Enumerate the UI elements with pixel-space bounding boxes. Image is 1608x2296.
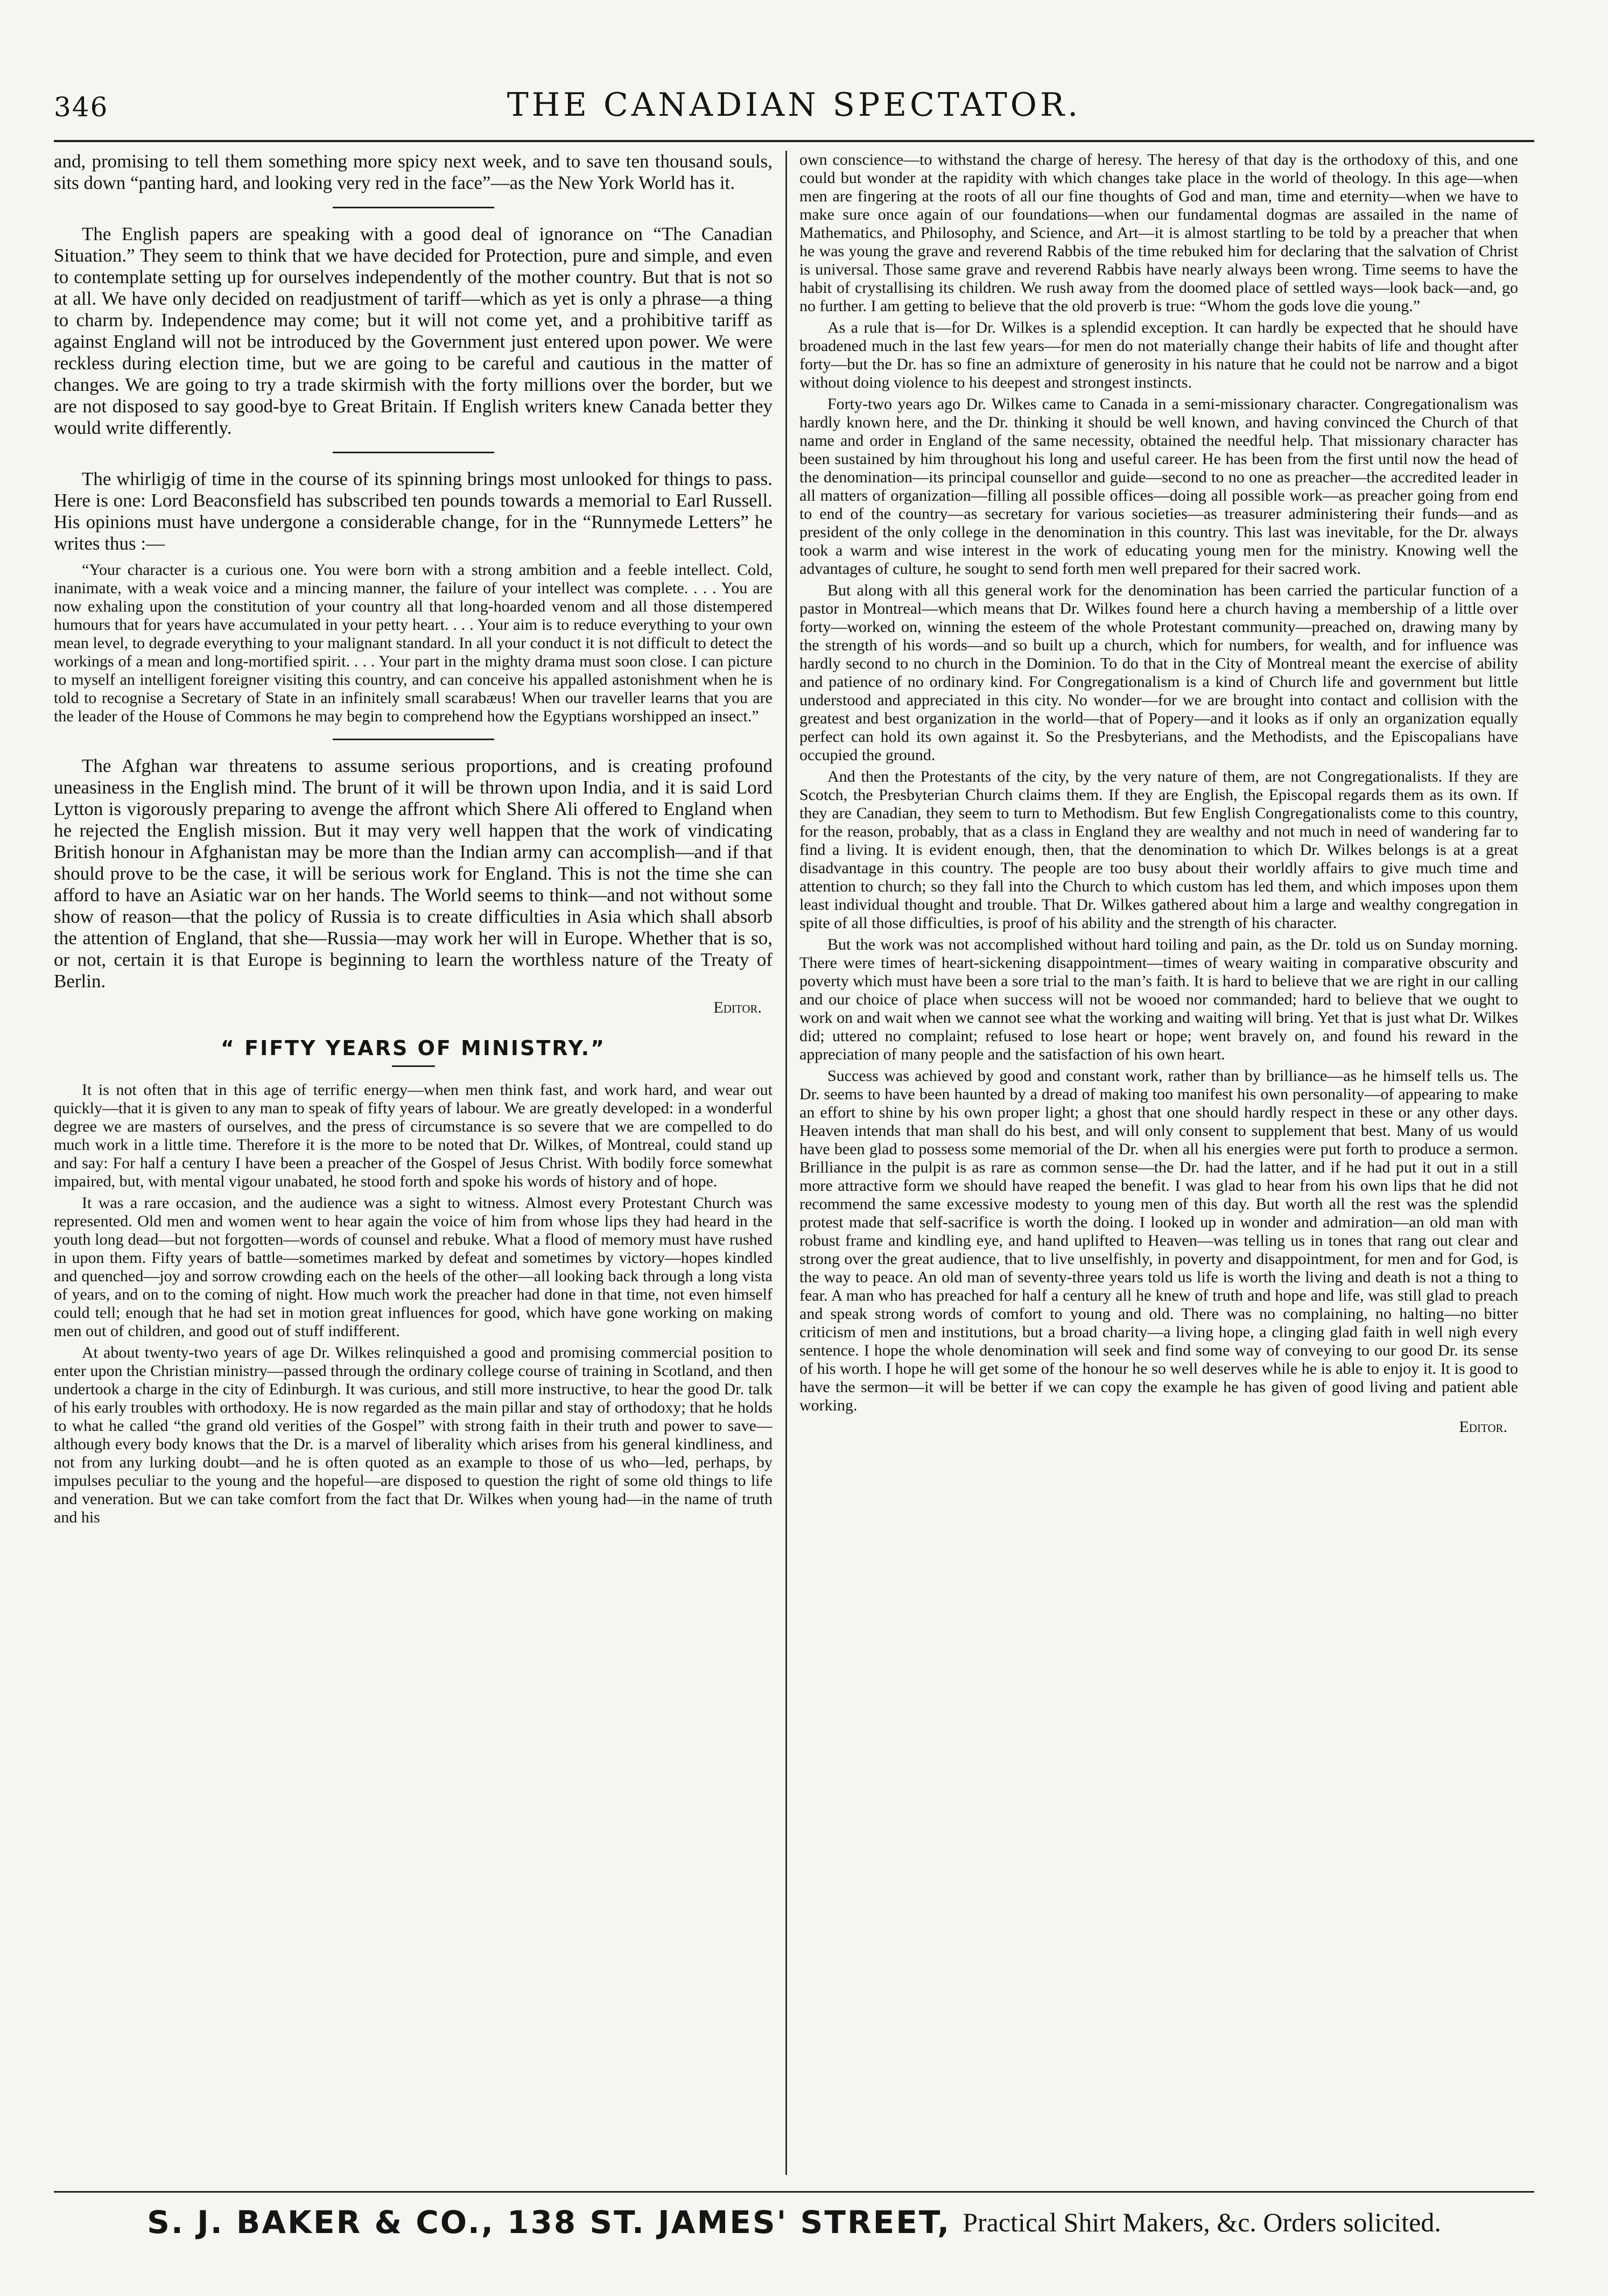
ministry-paragraph: As a rule that is—for Dr. Wilkes is a splendid exception. It can hardly be expected that he should have broadened much in the last few years—for men do not materially change their habits of life and thought after forty—but the Dr. has so fine an admixture of generosity in his nature that he could not be narrow and a bigot without doing violence to his deepest and strongest instincts. — [799, 319, 1518, 391]
editor-signature: Editor. — [1459, 1418, 1507, 1436]
title-rule — [392, 1065, 435, 1067]
ministry-paragraph: It was a rare occasion, and the audience was a sight to witness. Almost every Protestant Church was represented. Old men and women went to hear again the voice of him from whose lips they had heard in the youth long dead—but not forgotten—words of counsel and rebuke. What a flood of memory must have rushed in upon them. Fifty years of battle—sometimes marked by defeat and sometimes by victory—hopes kindled and quenched—joy and sorrow crowding each on the heels of the other—all looking back through a long vista of years, and on to the coming of night. How much work the preacher had done in that time, not even himself could tell; enough that he had set in motion great influences for good, which have gone working on making men out of children, and good out of stuff indifferent. — [54, 1194, 773, 1340]
right-column — [799, 151, 1518, 2175]
advertiser-name: S. J. BAKER & CO., 138 ST. JAMES' STREET, — [147, 2204, 951, 2241]
left-intro-paragraph: and, promising to tell them something more spicy next week, and to save ten thousand souls, sits down “panting hard, and looking very red in the face”—as the New York World has it. — [54, 151, 773, 193]
page-number: 346 — [54, 92, 109, 123]
column-divider — [785, 151, 787, 2175]
right-intro-paragraph: own conscience—to withstand the charge of heresy. The heresy of that day is the orthodoxy of this, and one could but wonder at the rapidity with which changes take place in the world of theology. In this age—when men are fingering at the roots of all our fine thoughts of God and man, time and eternity—when we have to make sure once again of our foundations—when our fundamental dogmas are assailed in the name of Mathematics, and Philosophy, and Science, and Art—it is almost startling to be told by a preacher that when he was young the grave and reverend Rabbis of the time rebuked him for declaring that the salvation of Christ is universal. Those same grave and reverend Rabbis have nearly always been wrong. Time seems to have the habit of crystallising its children. We rush away from the doomed place of settled ways—look back—and, go no further. I am getting to believe that the old proverb is true: “Whom the gods love die young.” — [799, 151, 1518, 315]
editor-signature: Editor. — [713, 999, 762, 1016]
runnymede-quote: “Your character is a curious one. You were born with a strong ambition and a feeble intellect. Cold, inanimate, with a weak voice and a mincing manner, the failure of your intellect was complete. . . . You are now exhaling upon the constitution of your country all that long-hoarded venom and all those distempered humours that for years have accumulated in your petty heart. . . . Your aim is to reduce everything to your own mean level, to degrade everything to your malignant standard. In all your conduct it is not difficult to detect the workings of a mean and long-mortified spirit. . . . Your part in the mighty drama must soon close. I can picture to myself an intelligent foreigner visiting this country, and can conceive his appalled astonishment when he is told to recognise a Secretary of State in an infinitely small scarabæus! When our traveller learns that you are the leader of the House of Commons he may begin to comprehend how the Egyptians worshipped an insect.” — [54, 561, 773, 725]
newspaper-page — [54, 81, 1534, 2261]
advertisement-footer — [54, 2191, 1534, 2252]
ministry-paragraph: At about twenty-two years of age Dr. Wilkes relinquished a good and promising commercial position to enter upon the Christian ministry—passed through the ordinary college course of training in Scotland, and then undertook a charge in the city of Edinburgh. It was curious, and still more instructive, to hear the good Dr. talk of his early troubles with orthodoxy. He is now regarded as the main pillar and stay of orthodoxy; that he holds to what he called “the grand old verities of the Gospel” with strong faith in their truth and power to save—although every body knows that the Dr. is a marvel of liberality which arises from his general kindliness, and not from any lurking doubt—and he is often quoted as an example to those of us who—led, perhaps, by impulses peculiar to the young and the hopeful—are disposed to question the right of some old things to life and veneration. But we can take comfort from the fact that Dr. Wilkes when young had—in the name of truth and his — [54, 1344, 773, 1526]
ministry-paragraph: But along with all this general work for the denomination has been carried the particular function of a pastor in Montreal—which means that Dr. Wilkes found here a church having a membership of a little over forty—worked on, winning the esteem of the whole Protestant community—preached on, drawing many by the strength of his words—and so built up a church, which for numbers, for wealth, and for influence was hardly second to no church in the Dominion. To do that in the City of Montreal meant the exercise of ability and patience of no ordinary kind. For Congregationalism is a kind of Church life and government but little understood and appreciated in this city. No wonder—for we are brought into contact and collision with the greatest and best organization in the world—that of Popery—and it looks as if only an organization equally perfect can hold its own against it. So the Presbyterians, and the Methodists, and the Episcopalians have occupied the ground. — [799, 581, 1518, 764]
ministry-paragraph: Forty-two years ago Dr. Wilkes came to Canada in a semi-missionary character. Congregationalism was hardly known here, and the Dr. thinking it should be well known, and having convinced the Church of that name and order in England of the same necessity, obtained the needful help. That missionary character has been sustained by him throughout his long and useful career. He has been from the first until now the head of the denomination—its principal counsellor and guide—second to no one as preacher—the accredited leader in all matters of organization—filling all possible offices—doing all possible work—as preacher going from end to end of the country—as secretary for various societies—as treasurer administering their funds—and as president of the only college in the denomination in this country. This last was inevitable, for the Dr. always took a warm and wise interest in the work of educating young men for the ministry. Knowing well the advantages of culture, he sought to send forth men well prepared for their sacred work. — [799, 395, 1518, 578]
advertiser-tagline: Practical Shirt Makers, &c. Orders solicited. — [963, 2207, 1441, 2237]
section-divider — [333, 452, 494, 453]
ministry-paragraph: But the work was not accomplished without hard toiling and pain, as the Dr. told us on Sunday morning. There were times of heart-sickening disappointment—times of weary waiting in comparative obscurity and poverty which must have been a sore trial to the man’s faith. It is hard to believe that we are right in our calling and our choice of place when success will not be wooed nor commanded; hard to believe that we ought to work on and wait when we cannot see what the working and waiting will bring. Yet that is just what Dr. Wilkes did; uttered no complaint; refused to lose heart or hope; went bravely on, and found his reward in the appreciation of many people and the satisfaction of his own heart. — [799, 936, 1518, 1063]
left-column — [54, 151, 773, 2175]
section-divider — [333, 739, 494, 740]
page-header — [54, 81, 1534, 142]
ministry-paragraph: It is not often that in this age of terrific energy—when men think fast, and work hard, and wear out quickly—that it is given to any man to speak of fifty years of labour. We are greatly developed: in a wonderful degree we are masters of ourselves, and the press of circumstance is so severe that we are compelled to do much work in a little time. Therefore it is the more to be noted that Dr. Wilkes, of Montreal, could stand up and say: For half a century I have been a preacher of the Gospel of Jesus Christ. With bodily force somewhat impaired, but, with mental vigour unabated, he stood forth and spoke his words of history and of hope. — [54, 1081, 773, 1190]
afghan-war-paragraph: The Afghan war threatens to assume serious proportions, and is creating profound uneasiness in the English mind. The brunt of it will be thrown upon India, and it is said Lord Lytton is vigorously preparing to avenge the affront which Shere Ali offered to England when he rejected the English mission. But it may very well happen that the work of vindicating British honour in Afghanistan may be more than the Indian army can accomplish—and if that should prove to be the case, it will be serious work for England. This is not the time she can afford to have an Asiatic war on her hands. The World seems to think—and not without some show of reason—that the policy of Russia is to create difficulties in Asia which shall absorb the attention of England, that she—Russia—may work her will in Europe. Whether that is so, or not, certain it is that Europe is beginning to learn the worthless nature of the Treaty of Berlin. — [54, 755, 773, 992]
section-title: “ FIFTY YEARS OF MINISTRY.” — [220, 1036, 606, 1060]
whirligig-paragraph: The whirligig of time in the course of its spinning brings most unlooked for things to pass. Here is one: Lord Beaconsfield has subscribed ten pounds towards a memorial to Earl Russell. His opinions must have undergone a considerable change, for in the “Runnymede Letters” he writes thus :— — [54, 468, 773, 554]
article-columns — [54, 151, 1534, 2175]
masthead-title: THE CANADIAN SPECTATOR. — [507, 86, 1082, 124]
section-divider — [333, 207, 494, 208]
canadian-situation-paragraph: The English papers are speaking with a good deal of ignorance on “The Canadian Situation.” They seem to think that we have decided for Protection, pure and simple, and even to contemplate setting up for ourselves independently of the mother country. But that is not so at all. We have only decided on readjustment of tariff—which as yet is only a phrase—a thing to charm by. Independence may come; but it will not come yet, and a prohibitive tariff as against England will not be introduced by the Government just entered upon power. We were reckless during election time, but we are going to be careful and cautious in the matter of changes. We are going to try a trade skirmish with the forty millions over the border, but we are not disposed to say good-bye to Great Britain. If English writers knew Canada better they would write differently. — [54, 223, 773, 438]
ministry-paragraph: Success was achieved by good and constant work, rather than by brilliance—as he himself tells us. The Dr. seems to have been haunted by a dread of making too manifest his own personality—of appearing to make an effort to shine by his own proper light; a ghost that one should hardly respect in these or any other days. Heaven intends that man shall do his best, and will only consent to supplement that best. Many of us would have been glad to possess some memorial of the Dr. when all his energies were put forth to produce a sermon. Brilliance in the pulpit is as rare as common sense—the Dr. had the latter, and if he had put it out in a still more attractive form we should have reaped the benefit. I was glad to hear from his own lips that he did not recommend the same excessive modesty to young men of this day. But worth all the rest was the splendid protest made that self-sacrifice is worth the doing. I looked up in wonder and admiration—an old man with robust frame and kindling eye, and hand uplifted to Heaven—was telling us in tones that rang out clear and strong over the great audience, that to live unselfishly, in poverty and disappointment, for men and for God, is the way to peace. An old man of seventy-three years told us life is worth the living and death is not a thing to fear. A man who has preached for half a century all he knew of truth and hope and life, was still glad to preach and speak strong words of comfort to young and old. There was no complaining, no halting—no bitter criticism of men and institutions, but a broad charity—a living hope, a clinging glad faith in well nigh every sentence. I hope the whole denomination will seek and find some way of conveying to our good Dr. its sense of his worth. I hope he will get some of the honour he so well deserves while he is able to enjoy it. It is good to have the sermon—it will be better if we can copy the example he has given of good living and patient able working. — [799, 1067, 1518, 1414]
ministry-paragraph: And then the Protestants of the city, by the very nature of them, are not Congregationalists. If they are Scotch, the Presbyterian Church claims them. If they are English, the Episcopal regards them as its own. If they are Canadian, they seem to turn to Methodism. But few English Congregationalists come to this country, for the reason, probably, that as a class in England they are wealthy and not much in need of wandering far to find a living. It is evident enough, then, that the denomination to which Dr. Wilkes belongs is at a great disadvantage in this country. The people are too busy about their worldly affairs to give much time and attention to church; so they fall into the Church to which custom has led them, and which imposes upon them least individual thought and trouble. That Dr. Wilkes gathered about him a large and wealthy congregation in spite of all those difficulties, is proof of his ability and the strength of his character. — [799, 768, 1518, 932]
